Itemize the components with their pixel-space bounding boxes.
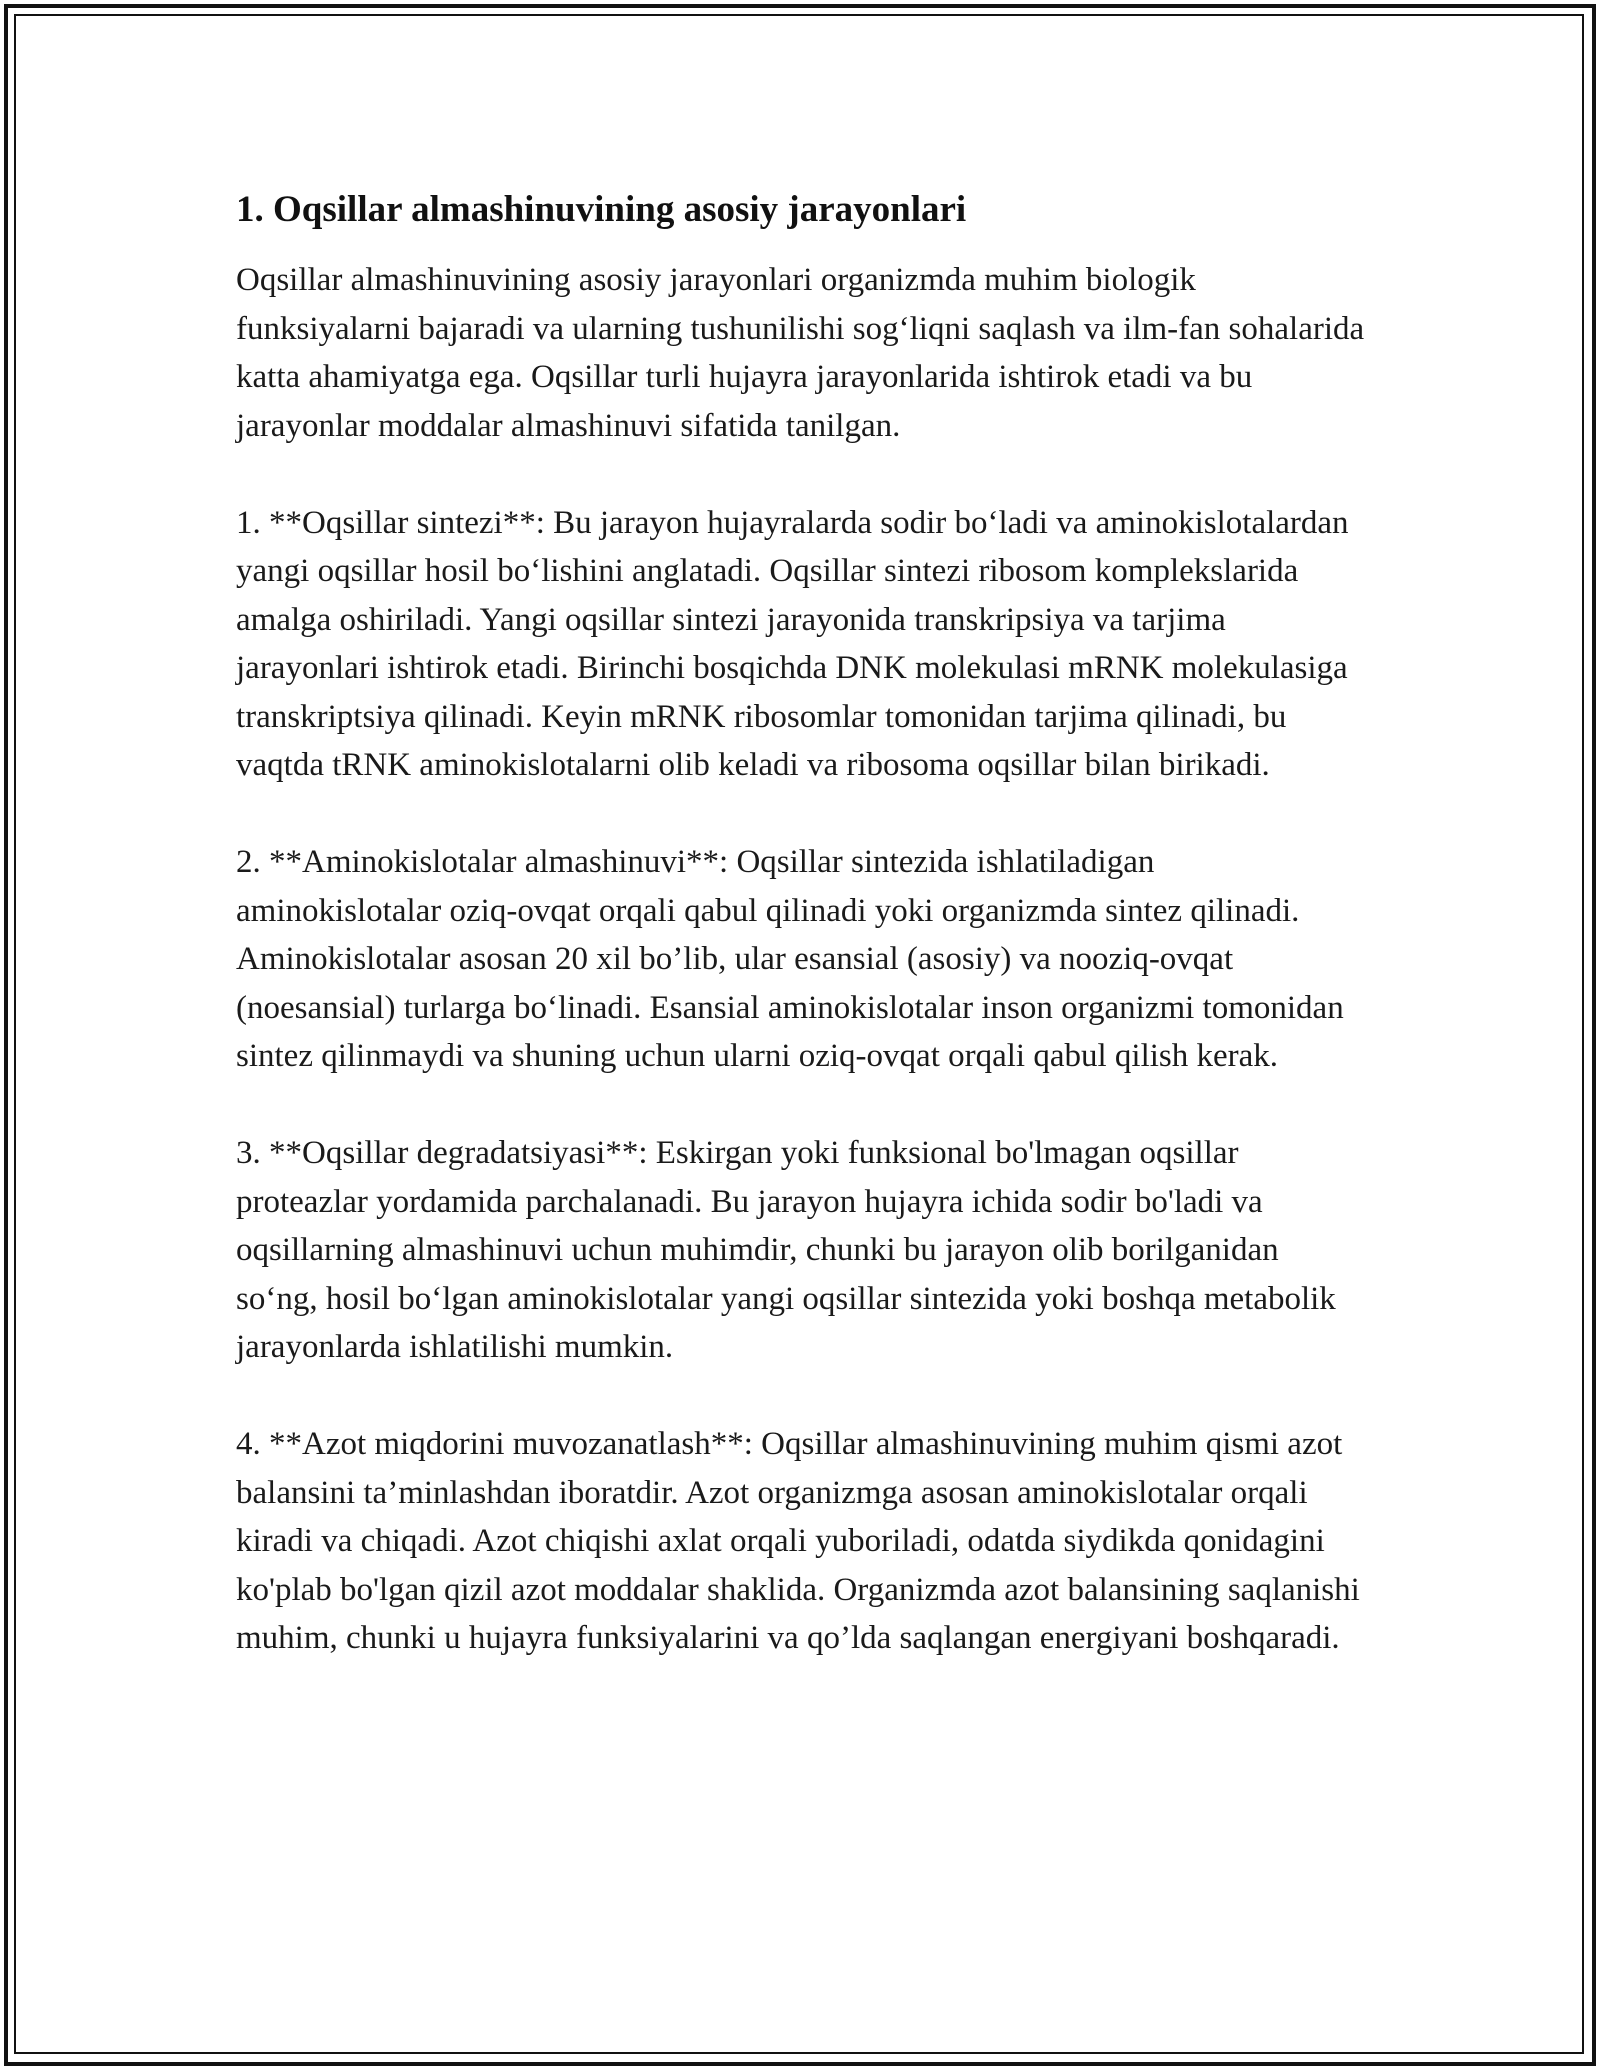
paragraph-protein-degradation: 3. **Oqsillar degradatsiyasi**: Eskirgan yoki funksional bo'lmagan oqsillar proteazlar yordamida parchalanadi. Bu jarayon hujayra ichida sodir bo'ladi va oqsillarning almashinuvi uchun muhimdir, chunki bu jarayon olib borilganidan so‘ng, hosil bo‘lgan aminokislotalar yangi oqsillar sintezida yoki boshqa metabolik jarayonlarda ishlatilishi mumkin. [236, 1135, 1336, 1365]
paragraph-protein-synthesis: 1. **Oqsillar sintezi**: Bu jarayon hujayralarda sodir bo‘ladi va aminokislotalardan yangi oqsillar hosil bo‘lishini anglatadi. Oqsillar sintezi ribosom komplekslarida amalga oshiriladi. Yangi oqsillar sintezi jarayonida transkripsiya va tarjima jarayonlari ishtirok etadi. Birinchi bosqichda DNK molekulasi mRNK molekulasiga transkriptsiya qilinadi. Keyin mRNK ribosomlar tomonidan tarjima qilinadi, bu vaqtda tRNK aminokislotalarni olib keladi va ribosoma oqsillar bilan birikadi. [236, 504, 1349, 783]
intro-paragraph: Oqsillar almashinuvining asosiy jarayonlari organizmda muhim biologik funksiyalarni bajaradi va ularning tushunilishi sog‘liqni saqlash va ilm-fan sohalarida katta ahamiyatga ega. Oqsillar turli hujayra jarayonlarida ishtirok etadi va bu jarayonlar moddalar almashinuvi sifatida tanilgan. [236, 262, 1365, 444]
document-title: 1. Oqsillar almashinuvining asosiy jarayonlari [236, 189, 967, 230]
paragraph-nitrogen-balance: 4. **Azot miqdorini muvozanatlash**: Oqsillar almashinuvining muhim qismi azot balansini ta’minlashdan iboratdir. Azot organizmga asosan aminokislotalar orqali kiradi va chiqadi. Azot chiqishi axlat orqali yuboriladi, odatda siydikda qonidagini ko'plab bo'lgan qizil azot moddalar shaklida. Organizmda azot balansining saqlanishi muhim, chunki u hujayra funksiyalarini va qo’lda saqlangan energiyani boshqaradi. [236, 1426, 1360, 1656]
paragraph-amino-acid-exchange: 2. **Aminokislotalar almashinuvi**: Oqsillar sintezida ishlatiladigan aminokislotalar oziq-ovqat orqali qabul qilinadi yoki organizmda sintez qilinadi. Aminokislotalar asosan 20 xil bo’lib, ular esansial (asosiy) va nooziq-ovqat (noesansial) turlarga bo‘linadi. Esansial aminokislotalar inson organizmi tomonidan sintez qilinmaydi va shuning uchun ularni oziq-ovqat orqali qabul qilish kerak. [236, 844, 1344, 1074]
document-body [236, 186, 1366, 1663]
